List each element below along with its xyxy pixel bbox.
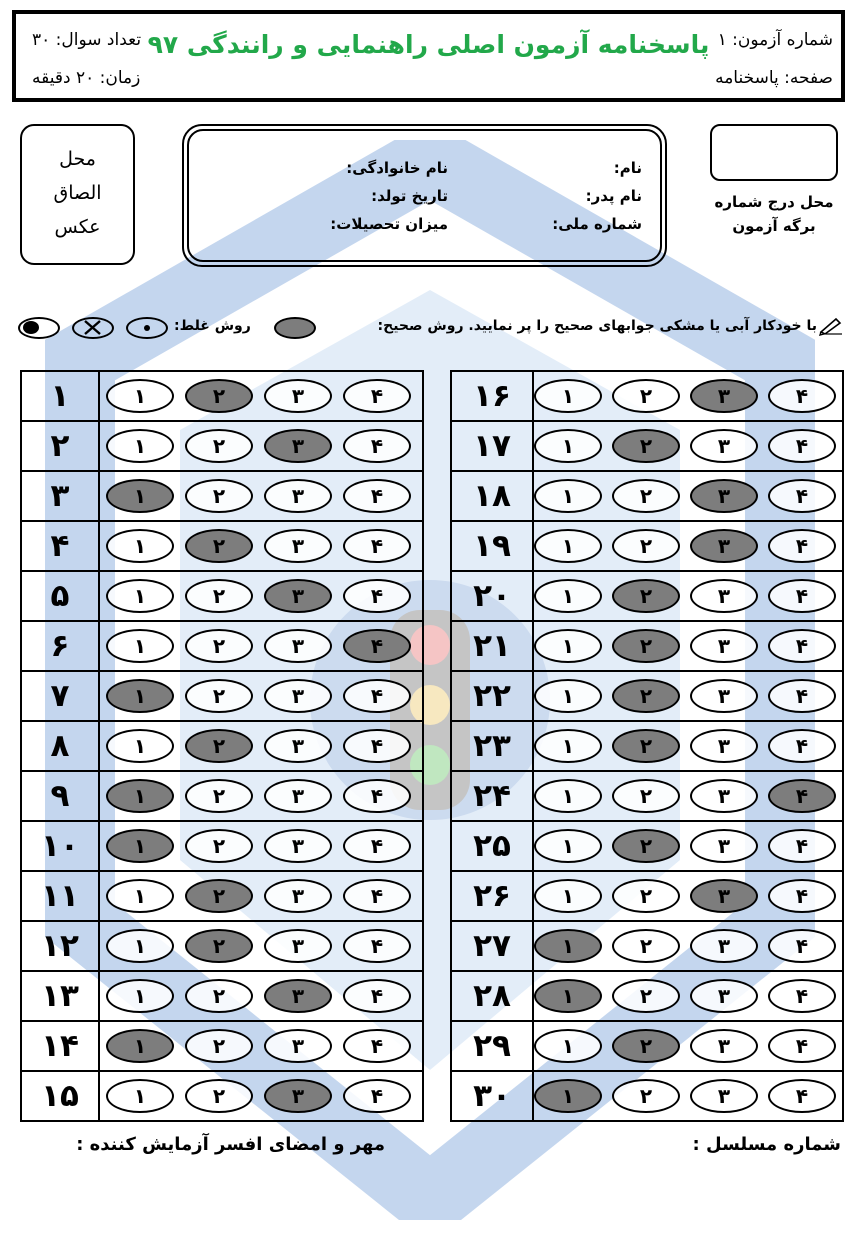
question-number: ۸ [50, 728, 70, 764]
wrong-method-label: روش غلط: [174, 318, 251, 334]
answer-bubble-3[interactable]: ۳ [690, 479, 758, 513]
answer-bubble-4[interactable]: ۴ [768, 829, 836, 863]
question-number: ۲۹ [473, 1028, 511, 1064]
answer-bubble-4[interactable]: ۴ [768, 479, 836, 513]
answer-bubble-3[interactable]: ۳ [690, 979, 758, 1013]
answer-bubble-3[interactable]: ۳ [690, 1029, 758, 1063]
answer-bubble-1[interactable]: ۱ [106, 1079, 174, 1113]
question-row [452, 1022, 842, 1072]
answer-bubble-4[interactable]: ۴ [768, 729, 836, 763]
answer-bubble-4[interactable]: ۴ [343, 429, 411, 463]
family-name-label: نام خانوادگی: [346, 159, 448, 177]
wrong-method-cross-example [72, 317, 114, 339]
answer-bubble-3[interactable]: ۳ [690, 929, 758, 963]
answer-bubble-1[interactable]: ۱ [106, 479, 174, 513]
answer-bubble-2[interactable]: ۲ [612, 379, 680, 413]
question-row [452, 422, 842, 472]
question-number: ۳۰ [473, 1078, 511, 1114]
answer-bubble-3[interactable]: ۳ [264, 379, 332, 413]
question-row [22, 772, 422, 822]
answer-bubble-2[interactable]: ۲ [185, 679, 253, 713]
answer-bubble-1[interactable]: ۱ [534, 729, 602, 763]
photo-box-line: عکس [54, 216, 101, 238]
question-row [452, 522, 842, 572]
answer-bubble-3[interactable]: ۳ [264, 929, 332, 963]
answer-bubble-1[interactable]: ۱ [106, 879, 174, 913]
answer-bubble-2[interactable]: ۲ [612, 479, 680, 513]
answer-bubble-4[interactable]: ۴ [768, 929, 836, 963]
answer-bubble-2[interactable]: ۲ [185, 979, 253, 1013]
exam-sheet-number-box [710, 124, 838, 181]
answer-bubble-4[interactable]: ۴ [768, 879, 836, 913]
answer-bubble-4[interactable]: ۴ [768, 579, 836, 613]
answer-bubble-2[interactable]: ۲ [612, 1029, 680, 1063]
page-label: صفحه: پاسخنامه [715, 68, 833, 88]
answer-bubble-1[interactable]: ۱ [106, 979, 174, 1013]
answer-bubble-3[interactable]: ۳ [264, 529, 332, 563]
answer-bubble-4[interactable]: ۴ [768, 779, 836, 813]
question-number: ۲۸ [473, 978, 511, 1014]
answer-bubble-3[interactable]: ۳ [264, 1079, 332, 1113]
question-number: ۲۰ [473, 578, 511, 614]
question-row [452, 772, 842, 822]
answer-bubble-4[interactable]: ۴ [343, 979, 411, 1013]
answer-bubble-4[interactable]: ۴ [768, 629, 836, 663]
answer-bubble-2[interactable]: ۲ [612, 579, 680, 613]
question-row [22, 572, 422, 622]
answer-bubble-1[interactable]: ۱ [106, 379, 174, 413]
answer-grid-right [450, 370, 844, 1122]
answer-bubble-3[interactable]: ۳ [264, 829, 332, 863]
answer-bubble-4[interactable]: ۴ [343, 729, 411, 763]
answer-bubble-4[interactable]: ۴ [343, 629, 411, 663]
answer-bubble-4[interactable]: ۴ [768, 1079, 836, 1113]
question-row [452, 822, 842, 872]
answer-bubble-4[interactable]: ۴ [343, 579, 411, 613]
answer-bubble-1[interactable]: ۱ [534, 1029, 602, 1063]
question-number: ۲۴ [473, 778, 511, 814]
question-row [452, 572, 842, 622]
info-box [182, 124, 667, 267]
serial-number-label: شماره مسلسل : [692, 1134, 841, 1155]
answer-bubble-1[interactable]: ۱ [534, 929, 602, 963]
question-row [22, 722, 422, 772]
answer-bubble-2[interactable]: ۲ [612, 679, 680, 713]
answer-bubble-2[interactable]: ۲ [185, 479, 253, 513]
question-row [452, 672, 842, 722]
question-number: ۱۰ [41, 828, 79, 864]
answer-bubble-2[interactable]: ۲ [612, 879, 680, 913]
page-title: پاسخنامه آزمون اصلی راهنمایی و رانندگی ۹۷ [147, 30, 710, 59]
national-id-label: شماره ملی: [552, 215, 642, 233]
answer-bubble-1[interactable]: ۱ [106, 929, 174, 963]
answer-bubble-3[interactable]: ۳ [690, 429, 758, 463]
answer-bubble-3[interactable]: ۳ [690, 779, 758, 813]
officer-signature-label: مهر و امضای افسر آزمایش کننده : [76, 1134, 385, 1155]
answer-bubble-1[interactable]: ۱ [106, 529, 174, 563]
answer-bubble-1[interactable]: ۱ [534, 379, 602, 413]
question-number: ۵ [50, 578, 70, 614]
question-number: ۲۵ [473, 828, 511, 864]
question-row [452, 1072, 842, 1122]
question-number: ۳ [50, 478, 70, 514]
question-row [22, 422, 422, 472]
question-number: ۲۷ [473, 928, 511, 964]
answer-bubble-4[interactable]: ۴ [768, 679, 836, 713]
answer-bubble-3[interactable]: ۳ [264, 879, 332, 913]
question-row [22, 972, 422, 1022]
answer-bubble-1[interactable]: ۱ [534, 529, 602, 563]
question-row [22, 622, 422, 672]
answer-bubble-2[interactable]: ۲ [612, 529, 680, 563]
answer-bubble-4[interactable]: ۴ [343, 829, 411, 863]
answer-bubble-4[interactable]: ۴ [343, 529, 411, 563]
answer-bubble-1[interactable]: ۱ [534, 479, 602, 513]
question-row [452, 972, 842, 1022]
question-row [452, 472, 842, 522]
answer-bubble-1[interactable]: ۱ [534, 429, 602, 463]
answer-bubble-4[interactable]: ۴ [343, 879, 411, 913]
question-number: ۲۶ [473, 878, 511, 914]
question-number: ۱۸ [473, 478, 511, 514]
answer-bubble-3[interactable]: ۳ [264, 779, 332, 813]
father-name-label: نام پدر: [585, 187, 642, 205]
answer-bubble-2[interactable]: ۲ [185, 829, 253, 863]
answer-bubble-1[interactable]: ۱ [534, 879, 602, 913]
answer-bubble-3[interactable]: ۳ [264, 1029, 332, 1063]
question-row [22, 372, 422, 422]
answer-bubble-1[interactable]: ۱ [534, 679, 602, 713]
answer-bubble-4[interactable]: ۴ [768, 1029, 836, 1063]
question-number: ۲۳ [473, 728, 511, 764]
answer-bubble-1[interactable]: ۱ [106, 429, 174, 463]
answer-bubble-3[interactable]: ۳ [690, 379, 758, 413]
name-label: نام: [613, 159, 642, 177]
exam-sheet-number-caption: محل درج شماره برگه آزمون [714, 193, 834, 235]
answer-bubble-2[interactable]: ۲ [185, 879, 253, 913]
question-number: ۱۳ [41, 978, 79, 1014]
question-row [452, 372, 842, 422]
answer-bubble-2[interactable]: ۲ [185, 1079, 253, 1113]
answer-bubble-1[interactable]: ۱ [106, 729, 174, 763]
answer-bubble-3[interactable]: ۳ [690, 579, 758, 613]
wrong-method-half-example [18, 317, 60, 339]
answer-bubble-3[interactable]: ۳ [690, 1079, 758, 1113]
answer-bubble-2[interactable]: ۲ [612, 929, 680, 963]
question-row [22, 1022, 422, 1072]
question-row [22, 922, 422, 972]
answer-bubble-4[interactable]: ۴ [343, 929, 411, 963]
question-number: ۱۲ [41, 928, 79, 964]
answer-bubble-3[interactable]: ۳ [264, 479, 332, 513]
question-number: ۲ [50, 428, 70, 464]
answer-bubble-1[interactable]: ۱ [106, 629, 174, 663]
answer-bubble-1[interactable]: ۱ [534, 1079, 602, 1113]
question-row [22, 672, 422, 722]
exam-number: شماره آزمون: ۱ [717, 30, 833, 50]
answer-bubble-2[interactable]: ۲ [185, 729, 253, 763]
question-number: ۱۷ [473, 428, 511, 464]
answer-bubble-2[interactable]: ۲ [185, 929, 253, 963]
question-number: ۱۱ [41, 878, 79, 914]
question-number: ۲۲ [473, 678, 511, 714]
answer-grid-left [20, 370, 424, 1122]
answer-bubble-3[interactable]: ۳ [690, 529, 758, 563]
pen-icon [818, 316, 844, 336]
answer-bubble-3[interactable]: ۳ [264, 629, 332, 663]
answer-bubble-2[interactable]: ۲ [612, 629, 680, 663]
answer-bubble-1[interactable]: ۱ [534, 979, 602, 1013]
answer-bubble-3[interactable]: ۳ [264, 679, 332, 713]
answer-bubble-3[interactable]: ۳ [264, 729, 332, 763]
answer-bubble-2[interactable]: ۲ [185, 779, 253, 813]
answer-bubble-2[interactable]: ۲ [612, 779, 680, 813]
question-number: ۱۶ [473, 378, 511, 414]
answer-bubble-2[interactable]: ۲ [185, 579, 253, 613]
answer-bubble-2[interactable]: ۲ [612, 429, 680, 463]
question-count: تعداد سوال: ۳۰ [32, 30, 142, 50]
answer-bubble-3[interactable]: ۳ [690, 829, 758, 863]
answer-bubble-3[interactable]: ۳ [264, 579, 332, 613]
question-number: ۹ [50, 778, 70, 814]
answer-bubble-1[interactable]: ۱ [106, 779, 174, 813]
answer-bubble-3[interactable]: ۳ [264, 429, 332, 463]
question-row [22, 872, 422, 922]
answer-bubble-1[interactable]: ۱ [534, 829, 602, 863]
question-number: ۱۵ [41, 1078, 79, 1114]
question-number: ۴ [50, 528, 70, 564]
answer-bubble-1[interactable]: ۱ [534, 779, 602, 813]
answer-bubble-4[interactable]: ۴ [343, 679, 411, 713]
question-number: ۱ [50, 378, 70, 414]
answer-bubble-2[interactable]: ۲ [185, 529, 253, 563]
instruction-text: با خودکار آبی یا مشکی جوابهای صحیح را پر نمایید. روش صحیح: [377, 318, 817, 334]
question-number: ۷ [50, 678, 70, 714]
question-row [22, 822, 422, 872]
answer-bubble-3[interactable]: ۳ [690, 679, 758, 713]
answer-bubble-4[interactable]: ۴ [768, 379, 836, 413]
answer-bubble-2[interactable]: ۲ [185, 629, 253, 663]
answer-bubble-4[interactable]: ۴ [768, 529, 836, 563]
question-number: ۱۹ [473, 528, 511, 564]
answer-bubble-3[interactable]: ۳ [690, 729, 758, 763]
answer-bubble-3[interactable]: ۳ [264, 979, 332, 1013]
question-row [22, 472, 422, 522]
answer-bubble-2[interactable]: ۲ [612, 829, 680, 863]
answer-bubble-4[interactable]: ۴ [343, 1029, 411, 1063]
answer-bubble-1[interactable]: ۱ [106, 1029, 174, 1063]
answer-bubble-2[interactable]: ۲ [612, 979, 680, 1013]
answer-bubble-2[interactable]: ۲ [185, 379, 253, 413]
header-box [12, 10, 845, 102]
answer-bubble-2[interactable]: ۲ [185, 1029, 253, 1063]
education-label: میزان تحصیلات: [330, 215, 448, 233]
answer-bubble-1[interactable]: ۱ [534, 579, 602, 613]
answer-bubble-2[interactable]: ۲ [612, 1079, 680, 1113]
photo-box [20, 124, 135, 265]
question-number: ۶ [50, 628, 70, 664]
answer-bubble-4[interactable]: ۴ [768, 979, 836, 1013]
question-row [22, 522, 422, 572]
birth-date-label: تاریخ تولد: [371, 187, 448, 205]
answer-bubble-4[interactable]: ۴ [343, 379, 411, 413]
answer-bubble-4[interactable]: ۴ [768, 429, 836, 463]
answer-bubble-3[interactable]: ۳ [690, 629, 758, 663]
question-number: ۱۴ [41, 1028, 79, 1064]
exam-time: زمان: ۲۰ دقیقه [32, 68, 141, 88]
answer-bubble-4[interactable]: ۴ [343, 479, 411, 513]
question-number: ۲۱ [473, 628, 511, 664]
correct-method-example [274, 317, 316, 339]
question-row [452, 872, 842, 922]
question-row [22, 1072, 422, 1122]
photo-box-line: محل [59, 148, 96, 170]
question-row [452, 922, 842, 972]
answer-bubble-1[interactable]: ۱ [106, 679, 174, 713]
answer-bubble-4[interactable]: ۴ [343, 779, 411, 813]
question-row [452, 722, 842, 772]
answer-bubble-4[interactable]: ۴ [343, 1079, 411, 1113]
photo-box-line: الصاق [53, 182, 102, 204]
answer-bubble-1[interactable]: ۱ [106, 579, 174, 613]
question-row [452, 622, 842, 672]
answer-bubble-1[interactable]: ۱ [534, 629, 602, 663]
answer-bubble-2[interactable]: ۲ [185, 429, 253, 463]
answer-bubble-3[interactable]: ۳ [690, 879, 758, 913]
answer-bubble-1[interactable]: ۱ [106, 829, 174, 863]
answer-bubble-2[interactable]: ۲ [612, 729, 680, 763]
wrong-method-dot-example [126, 317, 168, 339]
